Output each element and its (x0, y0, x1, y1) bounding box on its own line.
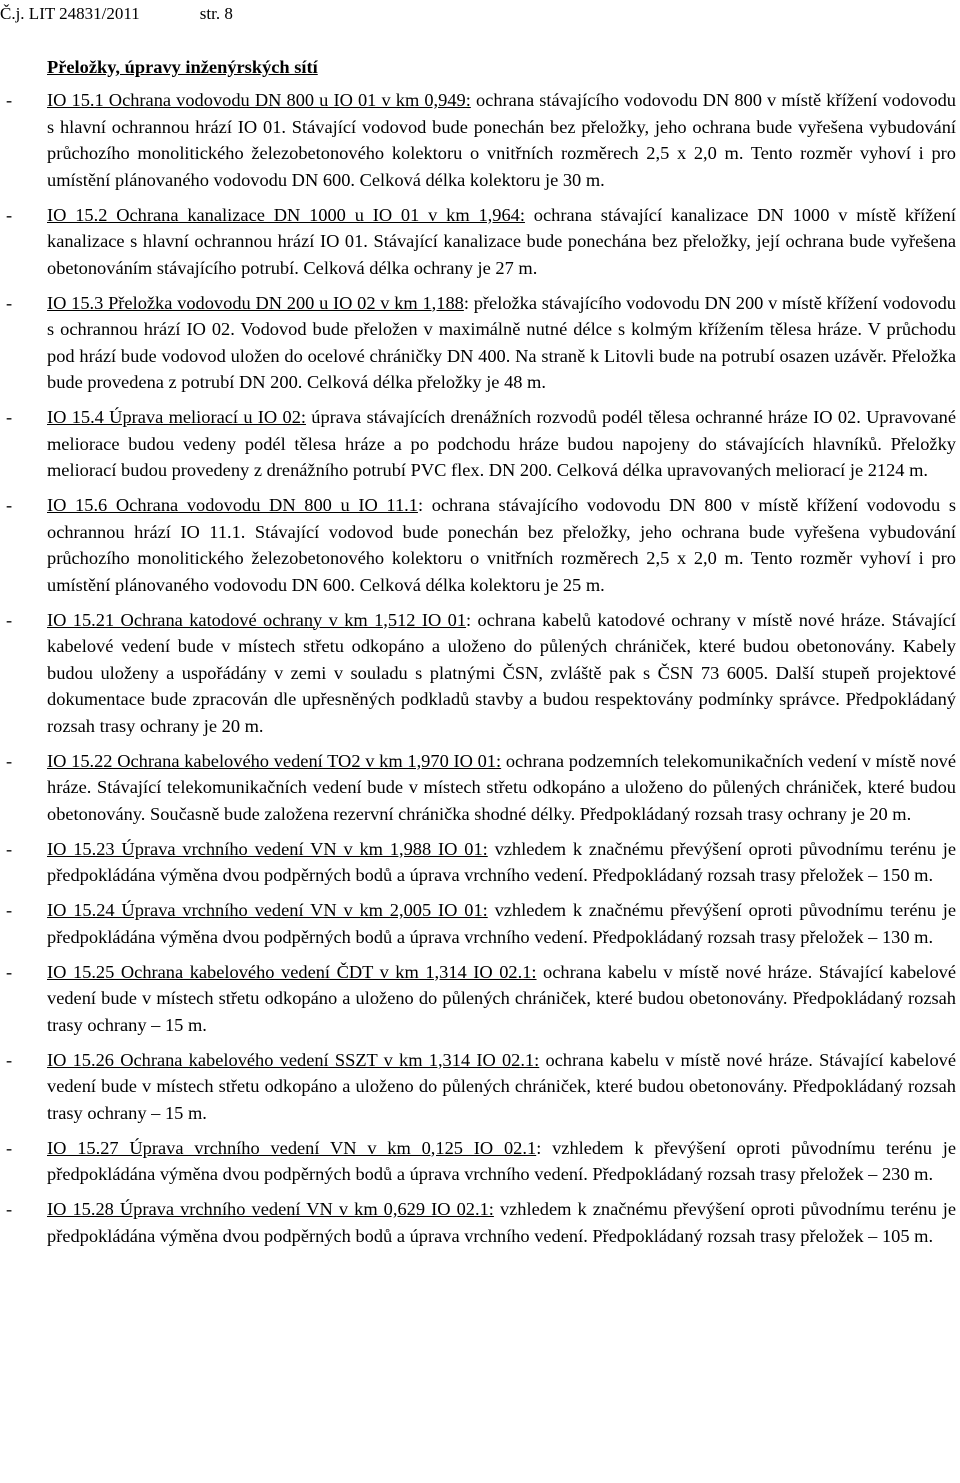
item-paragraph (47, 1047, 956, 1127)
item-paragraph (47, 290, 956, 396)
list-item (0, 202, 956, 282)
list-item (0, 404, 956, 484)
list-item (0, 87, 956, 193)
item-paragraph (47, 897, 956, 950)
list-item (0, 897, 956, 950)
list-bullet: - (6, 750, 13, 771)
list-bullet: - (6, 1137, 13, 1158)
list-item (0, 492, 956, 598)
item-text: vzhledem k značnému převýšení oproti původnímu terénu je předpokládána výměna dvou podpěrných bodů a úprava vrchního vedení. Předpokládaný rozsah trasy přeložek – 150 m. (47, 838, 956, 885)
list-bullet: - (6, 1199, 13, 1219)
item-reference: IO 15.3 Přeložka vodovodu DN 200 u IO 02 v km 1,188 (47, 292, 464, 313)
item-text: ochrana podzemních telekomunikačních vedení v místě nové hráze. Stávající telekomunikačních vedení bude v místech střetu odkopáno a uloženo do půlených chrániček, které budou obetonovány. Současně bude založena rezervní chránička shodné délky. Předpokládaný rozsah trasy ochrany je 20 m. (47, 750, 956, 824)
section-title: Přeložky, úpravy inženýrských sítí (47, 57, 318, 77)
item-reference: IO 15.2 Ochrana kanalizace DN 1000 u IO 01 v km 1,964: (47, 204, 525, 225)
list-item (0, 290, 956, 396)
item-text: ochrana kabelu v místě nové hráze. Stávající kabelové vedení bude v místech střetu odkopáno a uloženo do půlených chrániček, které budou obetonovány. Předpokládaný rozsah trasy ochrany – 15 m. (47, 961, 956, 1035)
list-bullet: - (6, 495, 13, 515)
item-text: : přeložka stávajícího vodovodu DN 200 v místě křížení vodovodu s ochrannou hrází IO 02. Vodovod bude přeložen v maximálně nutné délce s kolmým křížením tělesa hráze. V průchodu pod hrází bude vodovod uložen do ocelové chráničky DN 400. Na straně k Litovli bude na potrubí osazen uzávěr. Přeložka bude provedena z potrubí DN 200. Celková délka přeložky je 48 m. (47, 292, 957, 392)
item-reference: IO 15.28 Úprava vrchního vedení VN v km 0,629 IO 02.1: (47, 1199, 494, 1219)
item-list (0, 87, 956, 1258)
item-reference: IO 15.21 Ochrana katodové ochrany v km 1,512 IO 01 (47, 609, 467, 630)
page-number: str. 8 (199, 4, 233, 23)
item-reference: IO 15.6 Ochrana vodovodu DN 800 u IO 11.1 (47, 495, 418, 515)
item-paragraph (47, 1135, 956, 1188)
item-paragraph (47, 492, 956, 598)
list-item (0, 748, 956, 828)
list-bullet: - (6, 292, 13, 313)
list-bullet: - (6, 609, 13, 630)
item-text: vzhledem k značnému převýšení oproti původnímu terénu je předpokládána výměna dvou podpěrných bodů a úprava vrchního vedení. Předpokládaný rozsah trasy přeložek – 130 m. (47, 900, 956, 947)
item-text: : vzhledem k převýšení oproti původnímu terénu je předpokládána výměna dvou podpěrných bodů a úprava vrchního vedení. Předpokládaný rozsah trasy přeložek – 230 m. (47, 1137, 956, 1184)
item-reference: IO 15.4 Úprava meliorací u IO 02: (47, 407, 306, 427)
page-header (0, 4, 233, 24)
list-bullet: - (6, 1049, 13, 1070)
item-text: : ochrana kabelů katodové ochrany v místě nové hráze. Stávající kabelové vedení bude v místech střetu odkopáno a uloženo do půlených chrániček, které budou obetonovány. Kabely budou uloženy a uspořádány v zemi v souladu s platnými ČSN, zvláště pak s ČSN 73 6005. Další stupeň projektové dokumentace bude zpracován dle upřesněných podkladů stavby a budou respektovány podmínky správce. Předpokládaný rozsah trasy ochrany je 20 m. (47, 609, 956, 736)
list-bullet: - (6, 90, 13, 110)
item-reference: IO 15.1 Ochrana vodovodu DN 800 u IO 01 v km 0,949: (47, 90, 471, 110)
list-bullet: - (6, 900, 13, 920)
list-bullet: - (6, 838, 13, 859)
list-item (0, 1047, 956, 1127)
item-text: ochrana stávajícího vodovodu DN 800 v místě křížení vodovodu s hlavní ochrannou hrází IO 01. Stávající vodovod bude ponechán bez přeložky, jeho ochrana bude vyřešena vybudování průchozího monolitického železobetonového kolektoru o vnitřních rozměrech 2,5 x 2,0 m. Tento rozměr vyhoví i pro umístění plánovaného vodovodu DN 600. Celková délka kolektoru je 30 m. (47, 90, 956, 190)
item-paragraph (47, 836, 956, 889)
item-text: vzhledem k značnému převýšení oproti původnímu terénu je předpokládána výměna dvou podpěrných bodů a úprava vrchního vedení. Předpokládaný rozsah trasy přeložek – 105 m. (47, 1199, 957, 1246)
item-reference: IO 15.24 Úprava vrchního vedení VN v km 2,005 IO 01: (47, 900, 488, 920)
item-reference: IO 15.23 Úprava vrchního vedení VN v km 1,988 IO 01: (47, 838, 488, 859)
item-text: : ochrana stávajícího vodovodu DN 800 v místě křížení vodovodu s ochrannou hrází IO 11.1. Stávající vodovod bude ponechán bez přeložky, jeho ochrana bude vyřešena vybudování průchozího monolitického železobetonového kolektoru o vnitřních rozměrech 2,5 x 2,0 m. Tento rozměr vyhoví i pro umístění plánovaného vodovodu DN 600. Celková délka kolektoru je 25 m. (47, 495, 957, 595)
list-bullet: - (6, 204, 13, 225)
item-paragraph (47, 1196, 956, 1249)
item-text: ochrana kabelu v místě nové hráze. Stávající kabelové vedení bude v místech střetu odkopáno a uloženo do půlených chrániček, které budou obetonovány. Předpokládaný rozsah trasy ochrany – 15 m. (47, 1049, 957, 1123)
list-bullet: - (6, 407, 13, 427)
list-item (0, 959, 956, 1039)
list-item (0, 1135, 956, 1188)
item-paragraph (47, 202, 956, 282)
item-reference: IO 15.26 Ochrana kabelového vedení SSZT v km 1,314 IO 02.1: (47, 1049, 540, 1070)
item-text: úprava stávajících drenážních rozvodů podél tělesa ochranné hráze IO 02. Upravované meliorace budou vedeny podél tělesa hráze a po podchodu hráze budou napojeny do stávajících hlavníků. Přeložky meliorací budou provedeny z drenážního potrubí PVC flex. DN 200. Celková délka upravovaných meliorací je 2124 m. (47, 407, 956, 480)
item-text: ochrana stávající kanalizace DN 1000 v místě křížení kanalizace s hlavní ochrannou hrází IO 01. Stávající kanalizace bude ponechána bez přeložky, její ochrana bude vyřešena obetonováním stávajícího potrubí. Celková délka ochrany je 27 m. (47, 204, 956, 278)
list-bullet: - (6, 961, 13, 982)
item-paragraph (47, 748, 956, 828)
item-paragraph (47, 959, 956, 1039)
item-paragraph (47, 404, 956, 484)
item-reference: IO 15.22 Ochrana kabelového vedení TO2 v km 1,970 IO 01: (47, 750, 502, 771)
item-paragraph (47, 607, 956, 740)
item-reference: IO 15.27 Úprava vrchního vedení VN v km 0,125 IO 02.1 (47, 1137, 537, 1158)
item-reference: IO 15.25 Ochrana kabelového vedení ČDT v km 1,314 IO 02.1: (47, 961, 537, 982)
list-item (0, 607, 956, 740)
case-number: Č.j. LIT 24831/2011 (0, 4, 140, 23)
item-paragraph (47, 87, 956, 193)
list-item (0, 836, 956, 889)
list-item (0, 1196, 956, 1249)
